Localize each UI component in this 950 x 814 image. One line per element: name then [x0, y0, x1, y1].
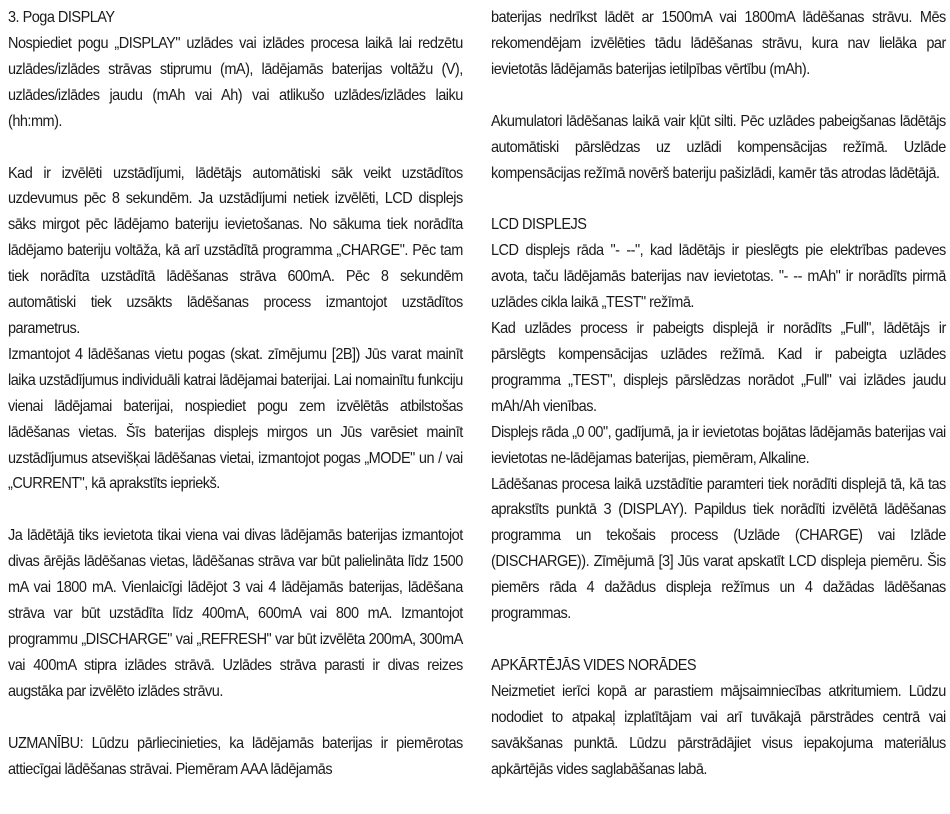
paragraph: Kad uzlādes process ir pabeigts displejā ir norādīts „Full", lādētājs ir pārslēgts kompensācijas uzlādes režīmā. Kad ir pabeigta uzlādes programma „TEST", displejs pārslēdzas norādot „Full" vai izlādes jaudu mAh/Ah vienības. — [491, 320, 946, 415]
paragraph: Displejs rāda „0 00", gadījumā, ja ir ievietotas bojātas lādējamās baterijas vai ievietotas ne-lādējamas baterijas, piemēram, Alkaline. — [491, 423, 946, 467]
paragraph: Nospiediet pogu „DISPLAY" uzlādes vai izlādes procesa laikā lai redzētu uzlādes/izlādes strāvas stiprumu (mA), lādējamās baterijas voltāžu (V), uzlādes/izlādes jaudu (mAh vai Ah) vai atlikušo uzlādes/izlādes laiku (hh:mm). — [8, 34, 463, 130]
section-heading-environment: APKĀRTĒJĀS VIDES NORĀDES — [491, 656, 697, 674]
right-column — [491, 5, 946, 782]
paragraph-gap — [491, 83, 946, 109]
paragraph: Izmantojot 4 lādēšanas vietu pogas (skat. zīmējumu [2B]) Jūs varat mainīt laika uzstādījumus individuāli katrai lādējamai baterijai. Lai nomainītu funkciju vienai lādējamai baterijai, nospiediet pogu zem izvēlētās atbilstošas lādēšanas vietas. Šīs baterijas displejs mirgos un Jūs varēsiet mainīt uzstādījumus atsevišķai lādēšanas vietai, izmantojot pogas „MODE" un / vai „CURRENT", kā aprakstīts iepriekš. — [8, 345, 463, 493]
paragraph: baterijas nedrīkst lādēt ar 1500mA vai 1800mA lādēšanas strāvu. Mēs rekomendējam izvēlēties tādu lādēšanas strāvu, kura nav lielāka par ievietotās lādējamās baterijas ietilpības vērtību (mAh). — [491, 9, 946, 78]
section-heading-lcd: LCD DISPLEJS — [491, 216, 587, 234]
paragraph: Ja lādētājā tiks ievietota tikai viena vai divas lādējamās baterijas izmantojot divas ārējās lādēšanas vietas, lādēšanas strāva var būt palielināta līdz 1500 mA vai 1800 mA. Vienlaicīgi lādējot 3 vai 4 lādējamās baterijas, lādēšana strāva var būt uzstādīta līdz 400mA, 600mA vai 800 mA. Izmantojot programmu „DISCHARGE" vai „REFRESH" var būt izvēlēta 200mA, 300mA vai 400mA stipra izlādes strāvā. Uzlādes strāva parasti ir divas reizes augstāka par izvēlēto izlādes strāvu. — [8, 527, 463, 700]
paragraph-gap — [491, 186, 946, 212]
paragraph: LCD displejs rāda "- --", kad lādētājs ir pieslēgts pie elektrības padeves avota, taču lādējamās baterijas nav ievietotas. "- -- mAh" ir norādīts pirmā uzlādes cikla laikā „TEST" režīmā. — [491, 242, 946, 312]
paragraph-gap — [8, 497, 463, 523]
paragraph: Kad ir izvēlēti uzstādījumi, lādētājs automātiski sāk veikt uzstādītos uzdevumus pēc 8 sekundēm. Ja uzstādījumi netiek izvēlēti, LCD displejs sāks mirgot pēc lādējamo bateriju ievietošanas. No sākuma tiek norādīta lādējamo bateriju voltāža, kā arī uzstādītā programma „CHARGE". Pēc tam tiek norādīta uzstādītā lādēšanas strāva 600mA. Pēc 8 sekundēm automātiski tiek uzsākts lādēšanas process izmantojot uzstādītos parametrus. — [8, 164, 463, 337]
section-heading-display: 3. Poga DISPLAY — [8, 9, 115, 26]
paragraph: Akumulatori lādēšanas laikā vair kļūt silti. Pēc uzlādes pabeigšanas lādētājs automātiski pārslēdzas uz uzlādi kompensācijas režīmā. Uzlāde kompensācijas režīmā novērš bateriju pašizlādi, kamēr tās atrodas lādētājā. — [491, 112, 946, 182]
paragraph: Lādēšanas procesa laikā uzstādītie paramteri tiek norādīti displejā tā, kā tas aprakstīts punktā 3 (DISPLAY). Papildus tiek norādīti izvēlētā lādēšanas programma un tekošais process (Uzlāde (CHARGE) vai Izlāde (DISCHARGE)). Zīmējumā [3] Jūs varat apskatīt LCD displeja piemēru. Šis piemērs rāda 4 dažādus displeja režīmus un 4 dažādas lādēšanas programmas. — [491, 475, 946, 623]
paragraph-gap — [8, 135, 463, 161]
left-column — [8, 5, 463, 782]
paragraph-gap — [8, 705, 463, 731]
paragraph-warning: UZMANĪBU: Lūdzu pārliecinieties, ka lādējamās baterijas ir piemērotas attiecīgai lādēšanas strāvai. Piemēram AAA lādējamās — [8, 734, 463, 778]
paragraph-gap — [491, 627, 946, 653]
paragraph: Neizmetiet ierīci kopā ar parastiem mājsaimniecības atkritumiem. Lūdzu nododiet to atpakaļ izplatītājam vai arī tuvākajā pārstrādes centrā vai savākšanas punktā. Lūdzu pārstrādājiet visus iepakojuma materiālus apkārtējās vides saglabāšanas labā. — [491, 682, 946, 778]
